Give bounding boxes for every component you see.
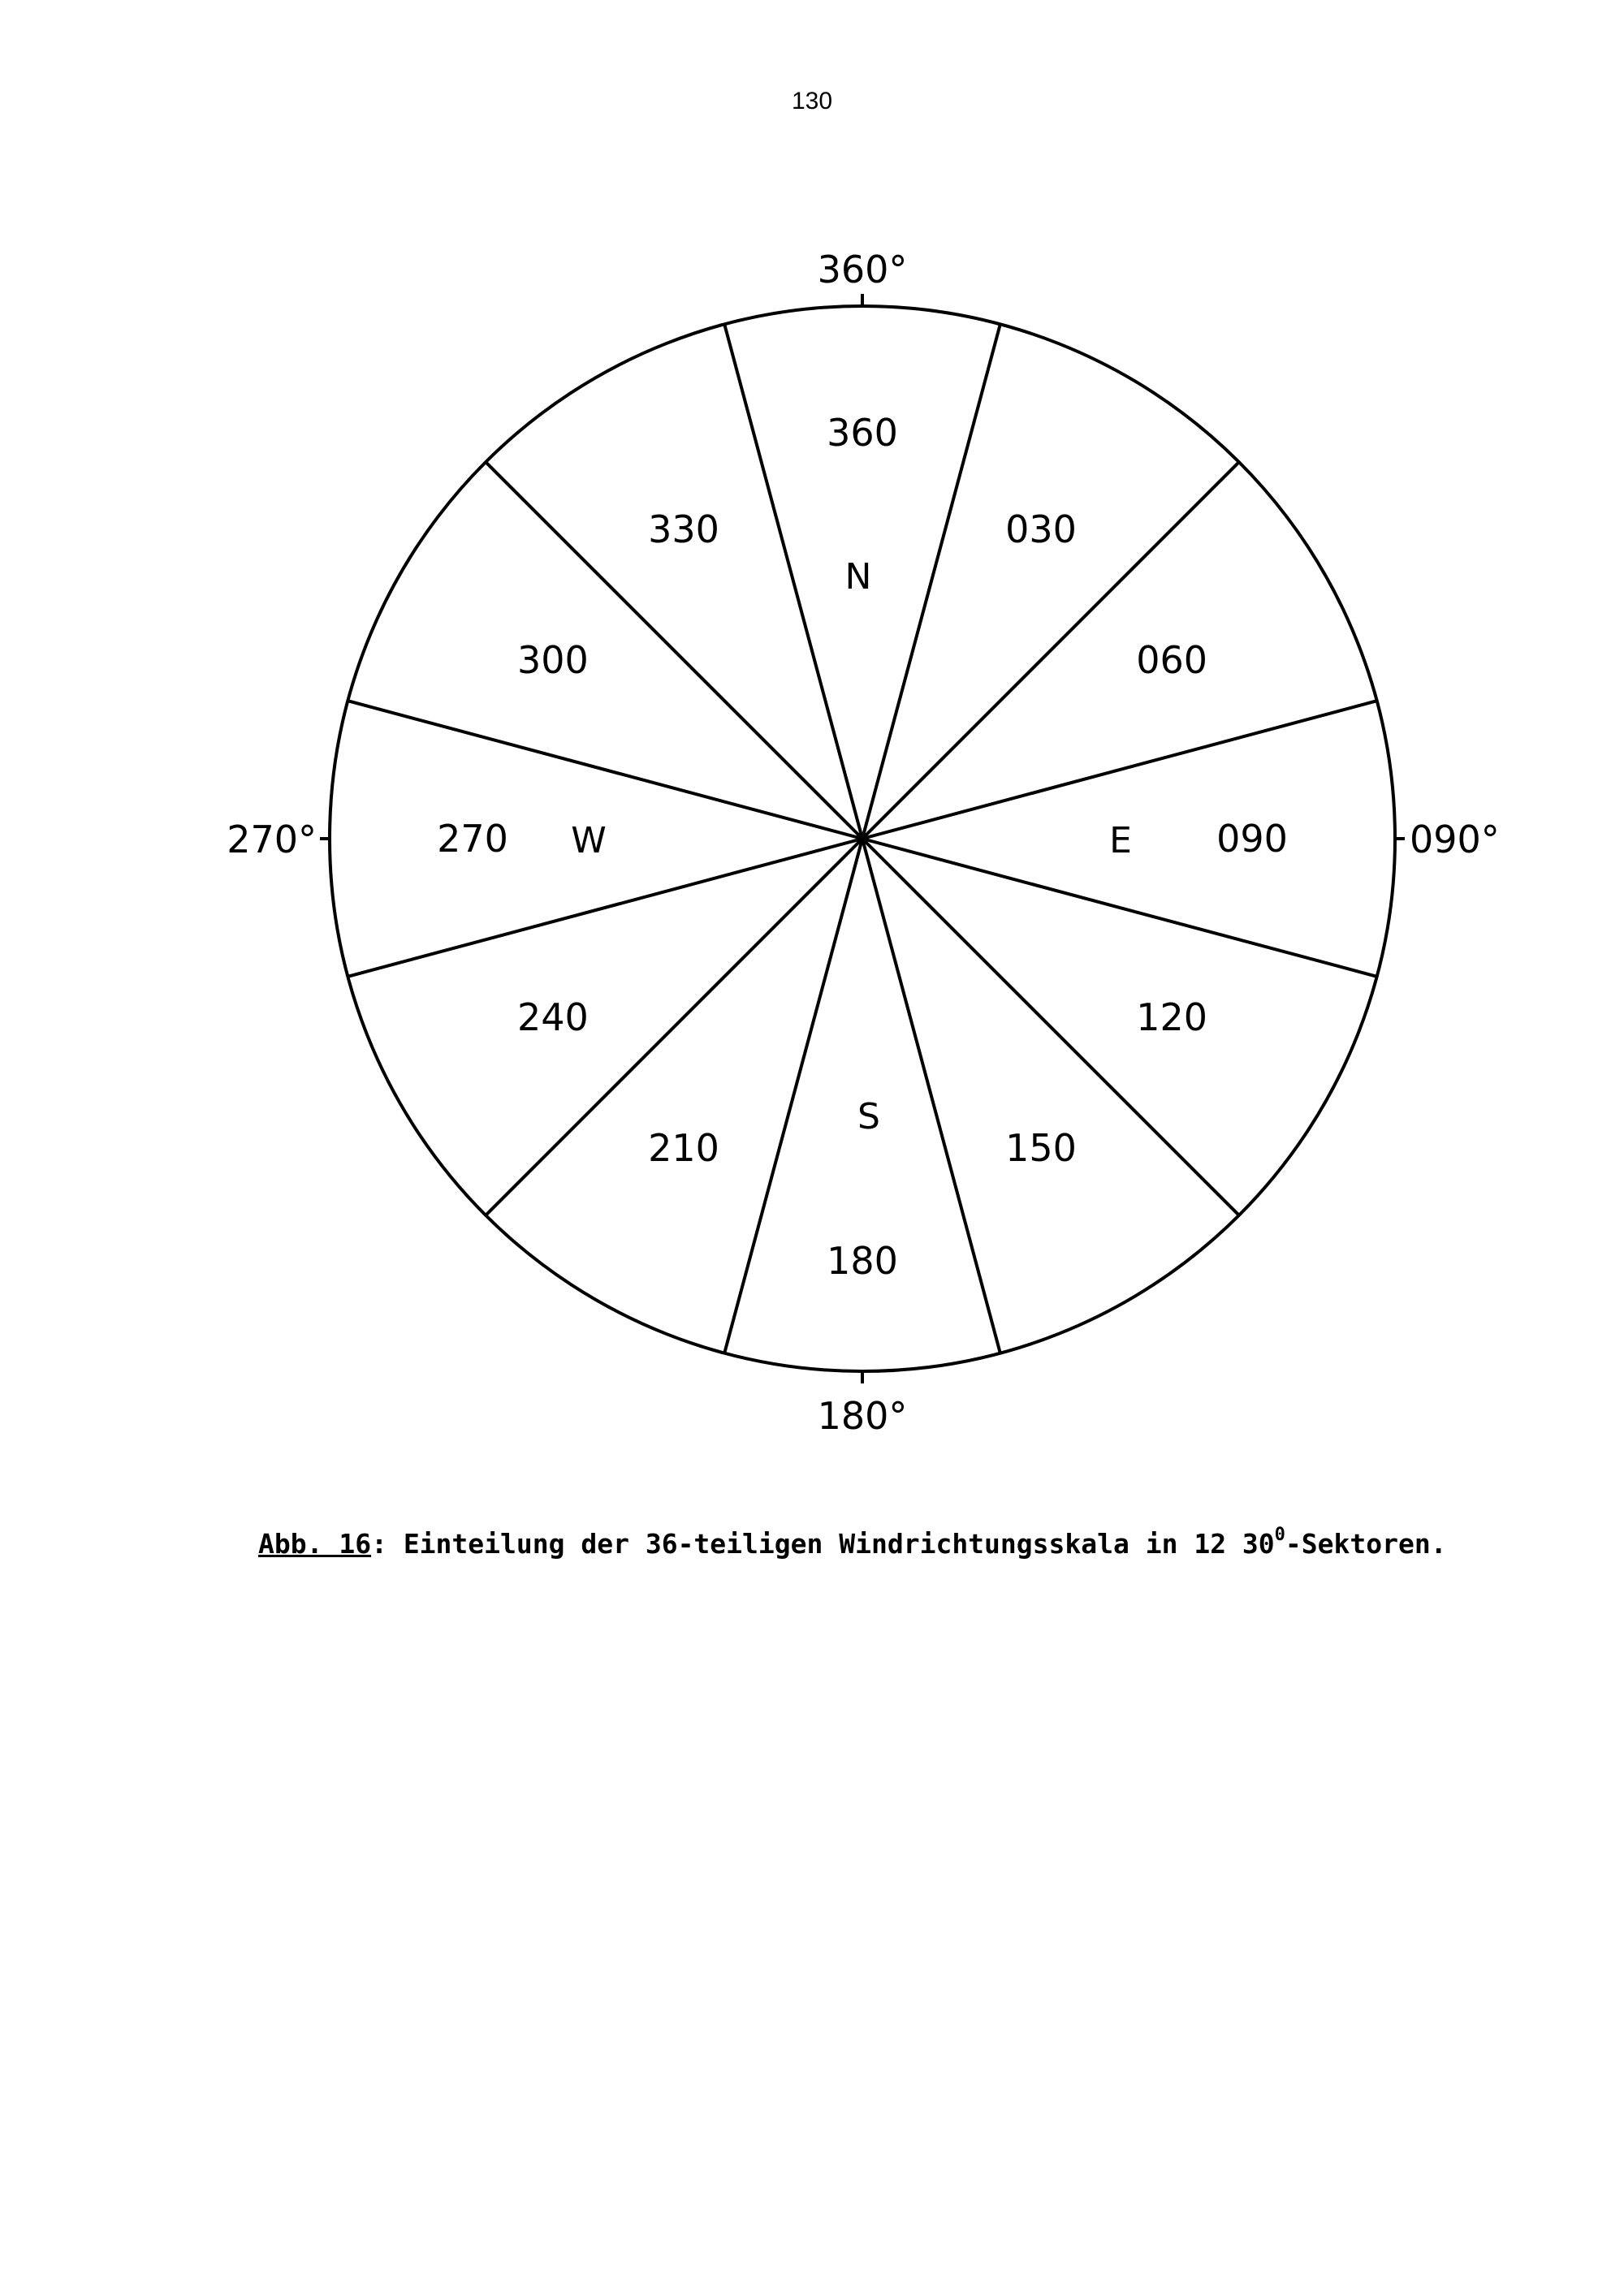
figure-reference: Abb. 16: [258, 1528, 372, 1560]
compass-west-label: W: [571, 820, 607, 861]
sector-boundary-0: [862, 324, 1000, 839]
sector-label-270: 270: [437, 817, 508, 861]
sector-label-060: 060: [1136, 638, 1208, 682]
degree-label-left: 270°: [227, 818, 317, 861]
caption-text: : Einteilung der 36-teiligen Windrichtungsskala in 12 30: [371, 1528, 1275, 1560]
degree-label-bottom: 180°: [817, 1394, 908, 1438]
sector-label-300: 300: [516, 638, 589, 682]
degree-label-right: 090°: [1410, 818, 1500, 861]
caption-text-end: -Sektoren.: [1285, 1528, 1447, 1560]
figure-caption: [258, 1525, 1447, 1560]
page-number: 130: [791, 88, 833, 114]
sector-label-180: 180: [827, 1239, 898, 1283]
sector-label-210: 210: [648, 1126, 719, 1171]
sector-boundary-11: [724, 324, 862, 839]
compass-east-label: E: [1109, 820, 1132, 861]
sector-label-150: 150: [1005, 1126, 1077, 1171]
sector-label-030: 030: [1005, 507, 1077, 551]
sector-label-240: 240: [516, 995, 589, 1039]
sector-label-090: 090: [1216, 817, 1288, 861]
sector-boundary-2: [862, 701, 1377, 839]
degree-label-top: 360°: [817, 248, 908, 291]
sector-label-360: 360: [827, 411, 898, 455]
caption-superscript: 0: [1274, 1525, 1285, 1545]
compass-south-label: S: [857, 1096, 880, 1137]
sector-label-120: 120: [1136, 995, 1208, 1039]
sector-label-330: 330: [648, 507, 719, 551]
compass-north-label: N: [844, 556, 872, 598]
sector-boundary-9: [348, 701, 862, 839]
